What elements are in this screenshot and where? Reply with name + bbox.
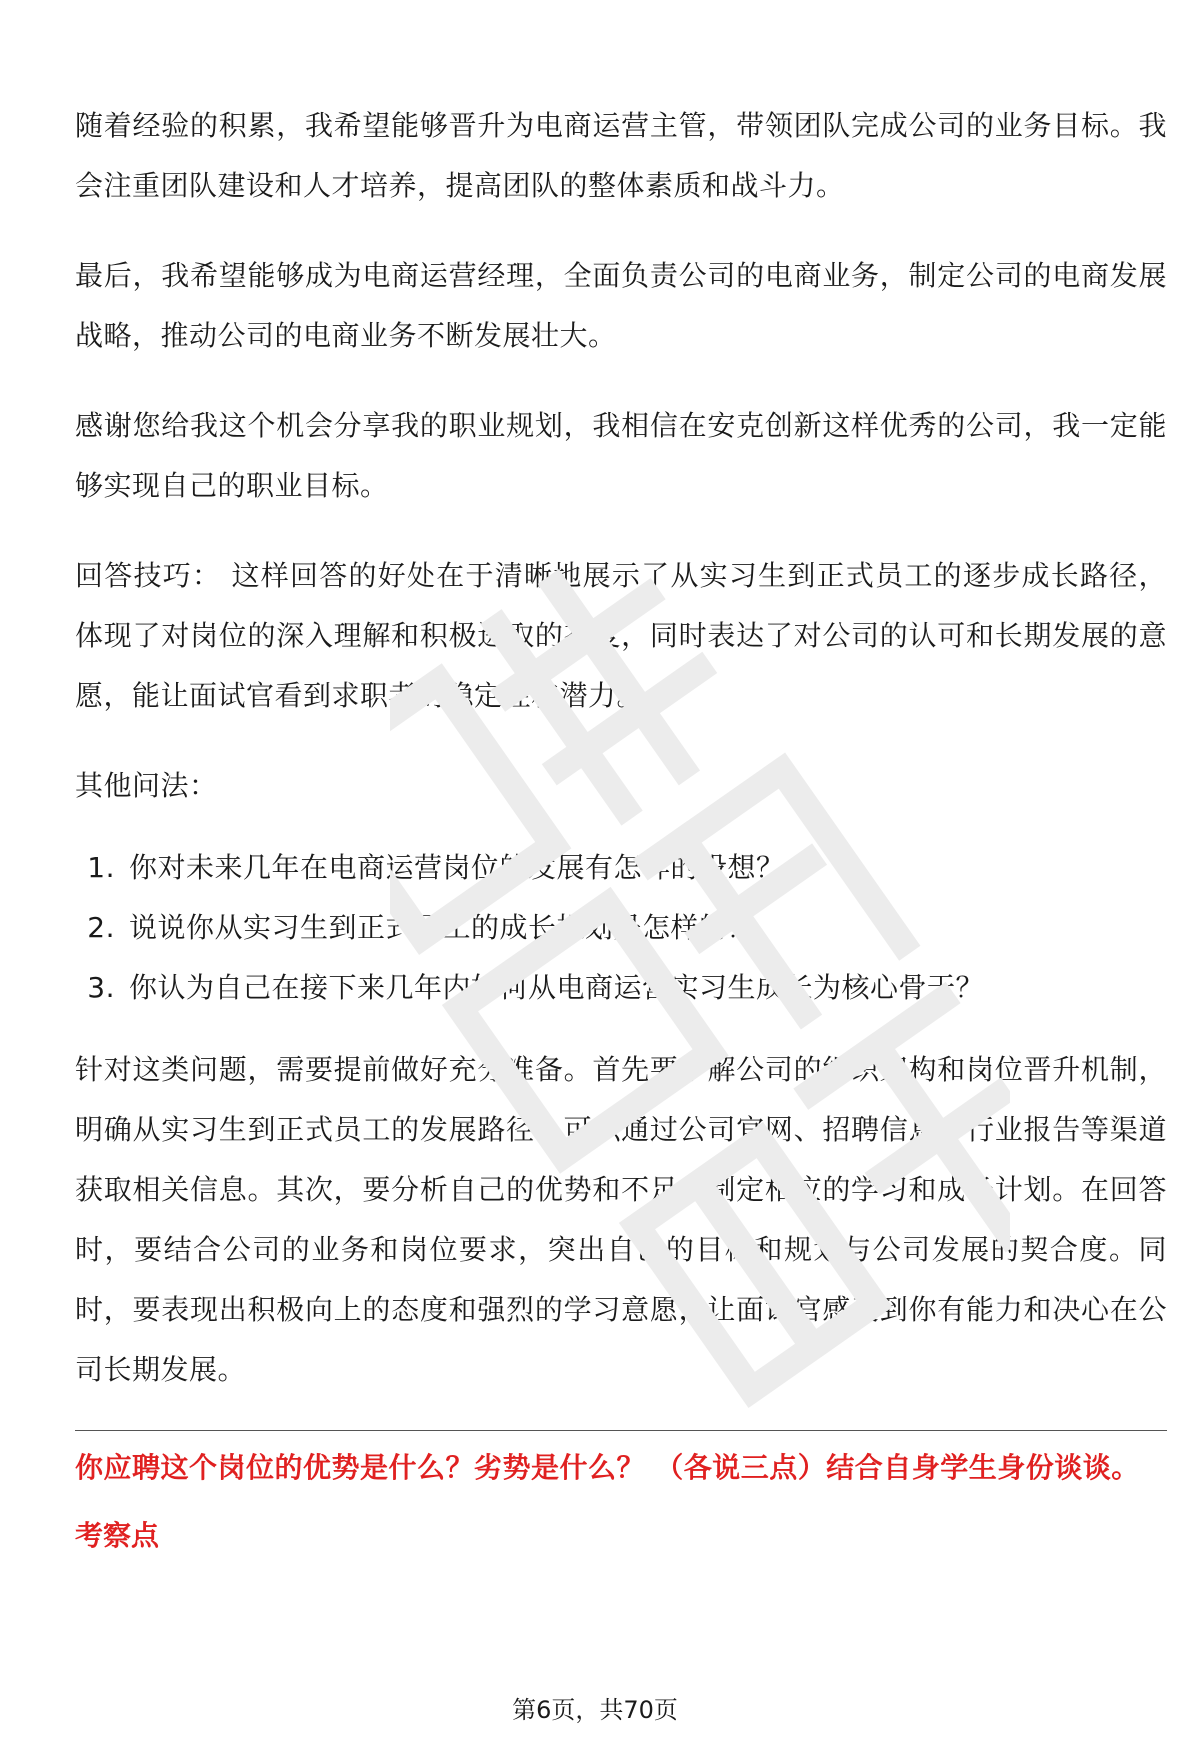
list-text: 你对未来几年在电商运营岗位的发展有怎样的设想？ — [129, 851, 785, 884]
list-number: 3. — [87, 971, 115, 1004]
paragraph-promotion-manager: 最后，我希望能够成为电商运营经理，全面负责公司的电商业务，制定公司的电商发展战略，推动公司的电商业务不断发展壮大。 — [75, 259, 1167, 352]
list-item — [75, 838, 1167, 898]
next-question-title: 你应聘这个岗位的优势是什么？劣势是什么？ （各说三点）结合自身学生身份谈谈。 — [75, 1451, 1140, 1484]
list-number: 2. — [87, 911, 115, 944]
document-page — [75, 96, 1167, 1555]
paragraph-promotion-supervisor: 随着经验的积累，我希望能够晋升为电商运营主管，带领团队完成公司的业务目标。我会注重团队建设和人才培养，提高团队的整体素质和战斗力。 — [75, 109, 1167, 202]
list-text: 你认为自己在接下来几年内如何从电商运营实习生成长为核心骨干？ — [129, 971, 985, 1004]
paragraph-thanks: 感谢您给我这个机会分享我的职业规划，我相信在安克创新这样优秀的公司，我一定能够实现自己的职业目标。 — [75, 409, 1167, 502]
page-footer: 第6页，共70页 — [512, 1696, 678, 1724]
list-number: 1. — [87, 851, 115, 884]
other-questions-list — [75, 838, 1167, 1018]
list-item — [75, 898, 1167, 958]
section-divider — [75, 1430, 1167, 1431]
next-question-subhead: 考察点 — [75, 1519, 160, 1552]
list-text: 说说你从实习生到正式员工的成长规划是怎样的？ — [129, 911, 757, 944]
paragraph-preparation-advice: 针对这类问题，需要提前做好充分准备。首先要了解公司的组织架构和岗位晋升机制，明确从实习生到正式员工的发展路径。可以通过公司官网、招聘信息、行业报告等渠道获取相关信息。其次，要分析自己的优势和不足，制定相应的学习和成长计划。在回答时，要结合公司的业务和岗位要求，突出自己的目标和规划与公司发展的契合度。同时，要表现出积极向上的态度和强烈的学习意愿，让面试官感受到你有能力和决心在公司长期发展。 — [75, 1053, 1167, 1386]
paragraph-answer-tips: 回答技巧： 这样回答的好处在于清晰地展示了从实习生到正式员工的逐步成长路径，体现了对岗位的深入理解和积极进取的态度，同时表达了对公司的认可和长期发展的意愿，能让面试官看到求职者的稳定性和潜力。 — [75, 559, 1167, 712]
list-item — [75, 958, 1167, 1018]
other-questions-heading: 其他问法： — [75, 769, 218, 802]
